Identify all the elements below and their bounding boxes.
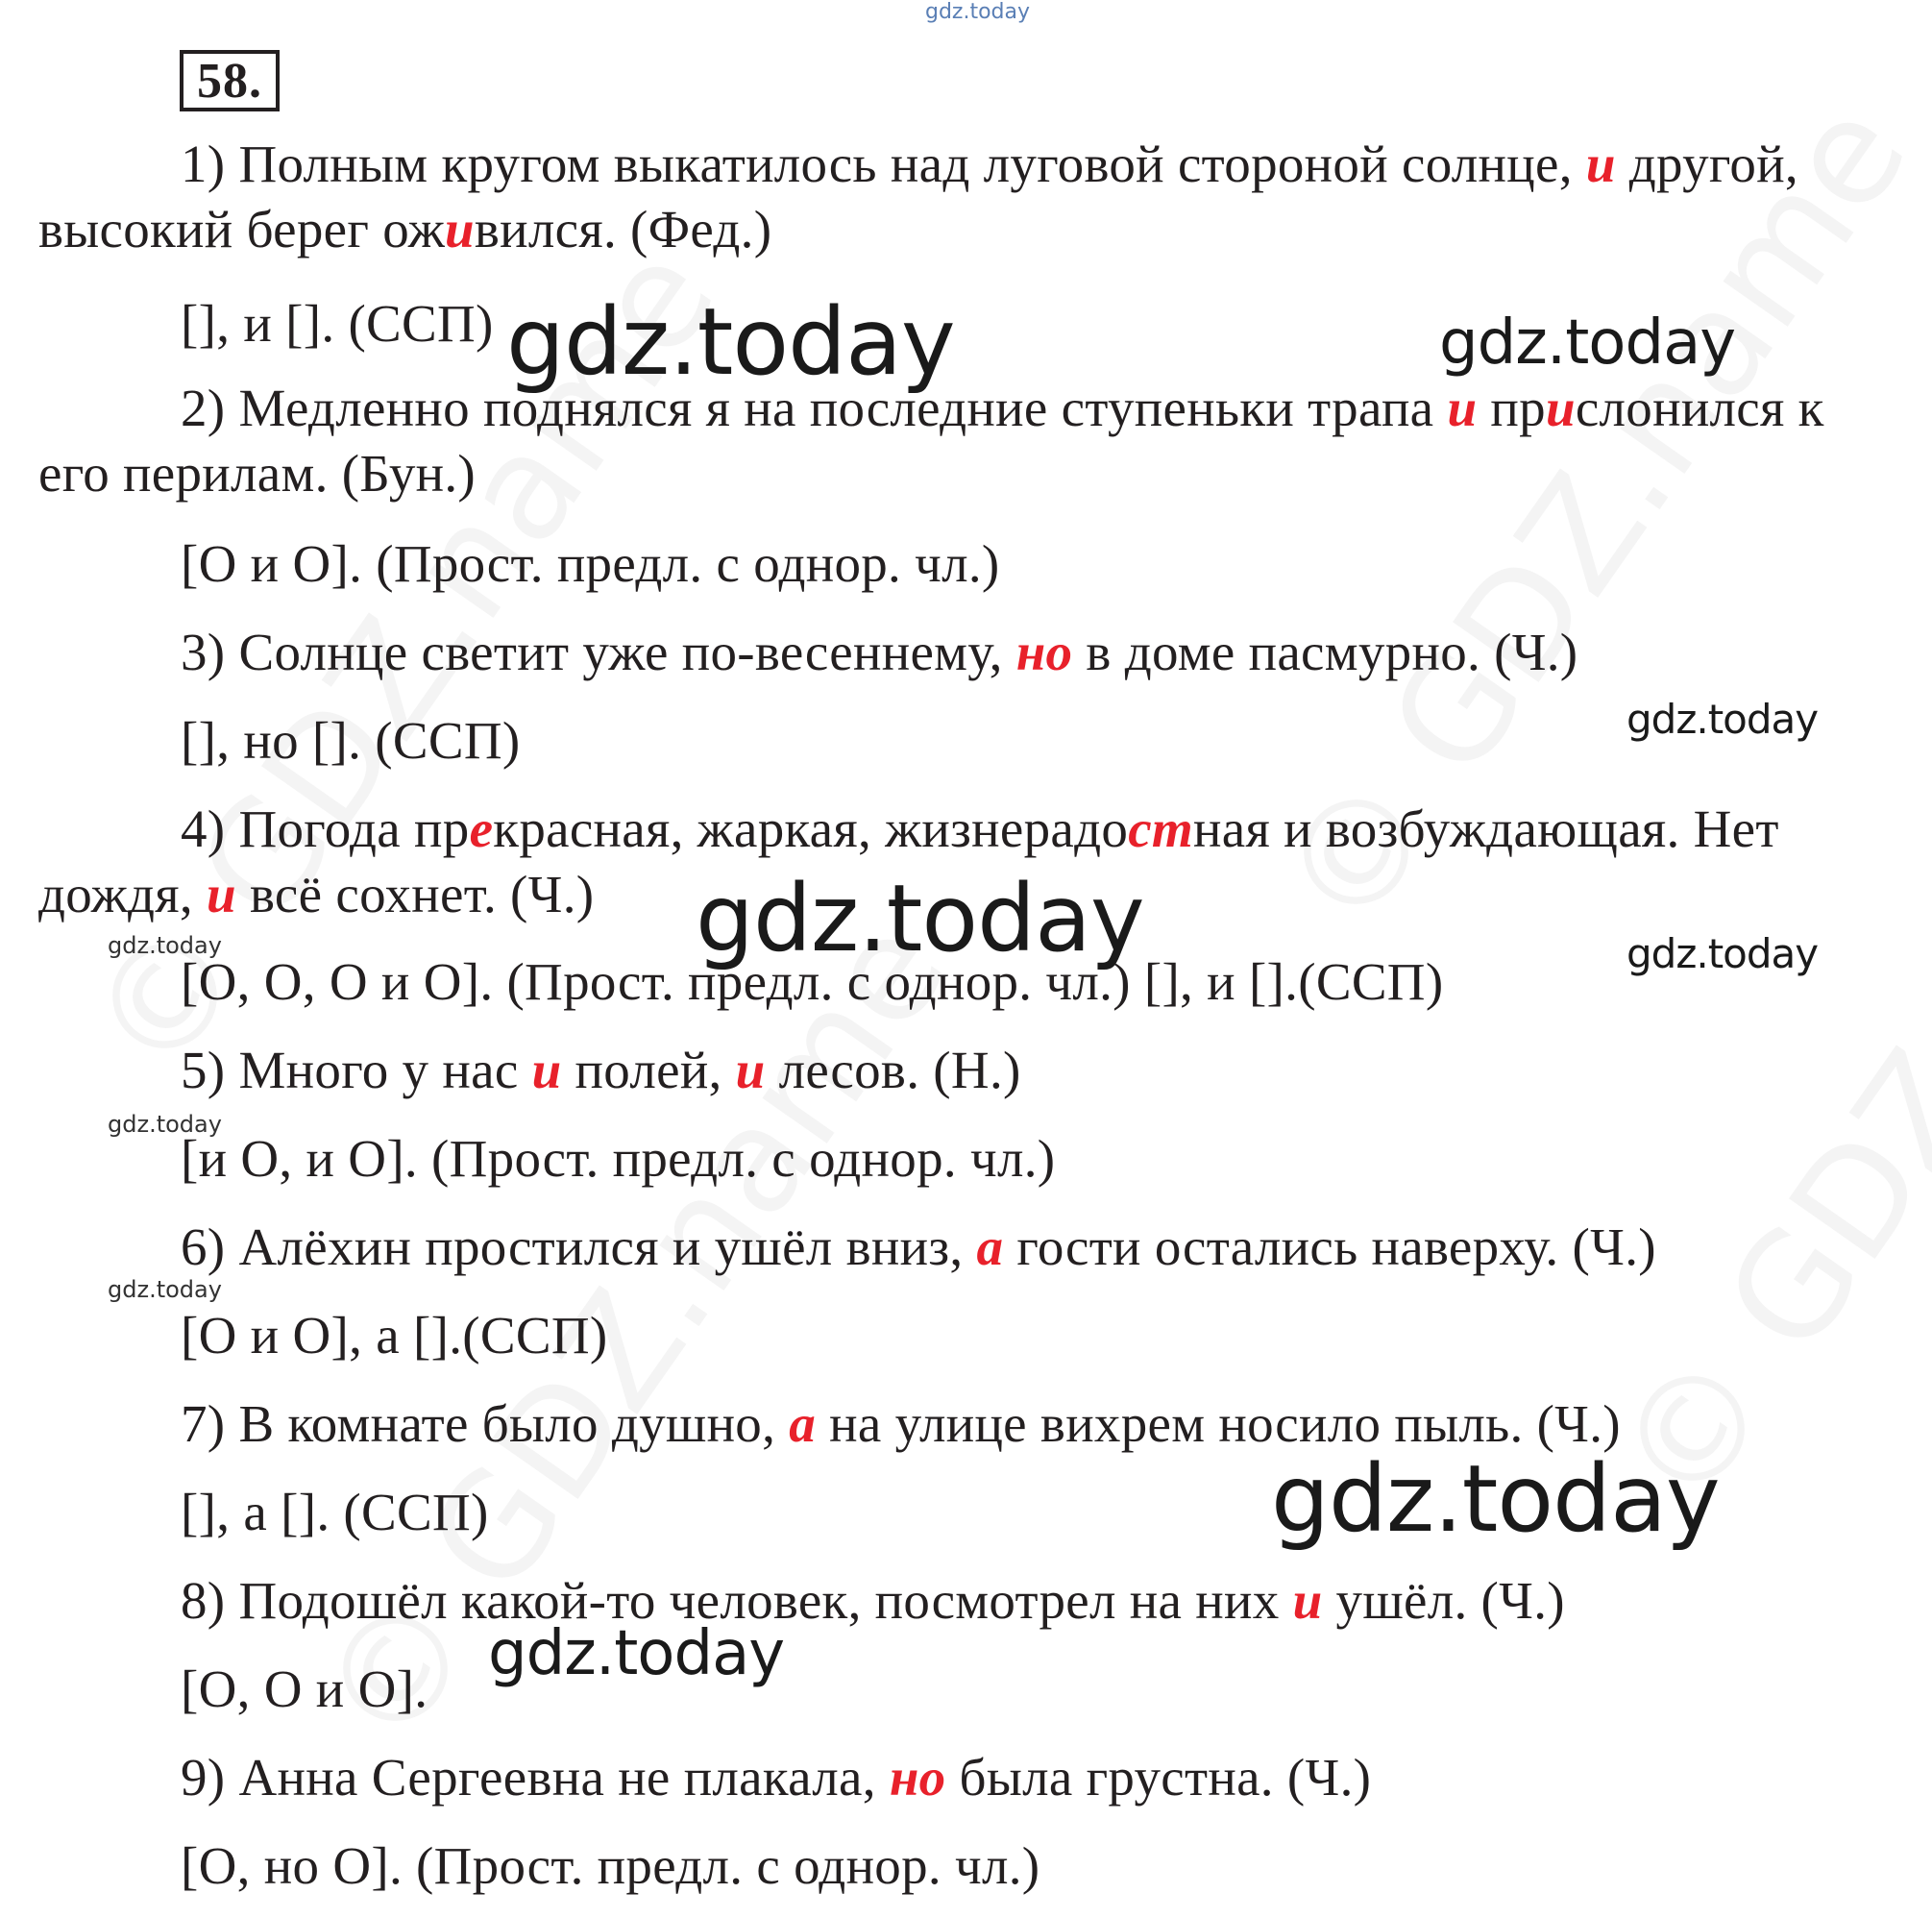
highlighted-letter: и: [1447, 379, 1478, 437]
highlighted-letter: а: [976, 1217, 1004, 1276]
highlighted-letter: ст: [1128, 799, 1193, 858]
highlighted-letter: и: [445, 200, 475, 258]
highlighted-letter: и: [531, 1041, 562, 1099]
highlighted-letter: а: [789, 1394, 817, 1453]
highlighted-letter: и: [1545, 379, 1576, 437]
text-segment: 2) Медленно поднялся я на последние ступеньки трапа: [181, 379, 1448, 437]
text-segment: [О, О и О].: [181, 1660, 428, 1718]
scheme-7: [181, 1483, 489, 1542]
top-watermark: gdz.today: [925, 0, 1031, 24]
sentence-6: [181, 1217, 1656, 1277]
text-segment: гости остались наверху. (Ч.): [1003, 1217, 1656, 1276]
text-segment: его перилам. (Бун.): [38, 444, 477, 503]
text-segment: высокий берег ож: [38, 200, 445, 258]
watermark: gdz.today: [506, 288, 955, 396]
watermark: gdz.today: [108, 932, 222, 959]
sentence-1-line-1: [181, 135, 1798, 194]
highlighted-letter: но: [1015, 623, 1073, 681]
text-segment: красная, жаркая, жизнерадо: [493, 799, 1129, 858]
text-segment: [], а []. (ССП): [181, 1483, 489, 1541]
sentence-4-line-2: [38, 865, 594, 924]
text-segment: в доме пасмурно. (Ч.): [1072, 623, 1578, 681]
watermark: gdz.today: [108, 1111, 222, 1138]
text-segment: [О и О]. (Прост. предл. с однор. чл.): [181, 534, 1000, 593]
text-segment: [О и О], а [].(ССП): [181, 1306, 608, 1365]
highlighted-letter: но: [889, 1748, 946, 1807]
text-segment: 5) Много у нас: [181, 1041, 532, 1099]
watermark: gdz.today: [696, 865, 1144, 972]
text-segment: 6) Алёхин простился и ушёл вниз,: [181, 1217, 977, 1276]
scheme-9: [181, 1836, 1039, 1896]
text-segment: всё сохнет. (Ч.): [235, 865, 595, 923]
text-segment: ушёл. (Ч.): [1322, 1571, 1565, 1630]
exercise-number: 58.: [180, 50, 280, 111]
watermark: gdz.today: [1271, 1445, 1720, 1553]
highlighted-letter: и: [735, 1041, 766, 1099]
text-segment: 9) Анна Сергеевна не плакала,: [181, 1748, 890, 1807]
sentence-8: [181, 1571, 1565, 1631]
text-segment: пр: [1477, 379, 1546, 437]
text-segment: 1) Полным кругом выкатилось над луговой стороной солнце,: [181, 135, 1586, 193]
text-segment: 4) Погода пр: [181, 799, 470, 858]
text-segment: лесов. (Н.): [765, 1041, 1021, 1099]
highlighted-letter: и: [207, 865, 236, 923]
text-segment: слонился к: [1575, 379, 1824, 437]
watermark: gdz.today: [1439, 307, 1736, 379]
text-segment: [О, но О]. (Прост. предл. с однор. чл.): [181, 1836, 1040, 1895]
text-segment: другой,: [1615, 135, 1798, 193]
text-segment: полей,: [561, 1041, 736, 1099]
text-segment: 3) Солнце светит уже по-весеннему,: [181, 623, 1016, 681]
scheme-5: [181, 1129, 1055, 1189]
sentence-2-line-2: [38, 444, 476, 504]
sentence-5: [181, 1041, 1021, 1100]
sentence-9: [181, 1748, 1371, 1807]
text-segment: [], но []. (ССП): [181, 711, 521, 770]
text-segment: [О, О, О и О]. (Прост. предл. с однор. чл.) [], и [].(ССП): [181, 952, 1444, 1011]
scheme-3: [181, 711, 520, 771]
highlighted-letter: и: [1585, 135, 1616, 193]
scheme-2: [181, 534, 1000, 594]
watermark: gdz.today: [1626, 696, 1819, 743]
highlighted-letter: и: [1292, 1571, 1323, 1630]
sentence-4-line-1: [181, 799, 1779, 859]
text-segment: [], и []. (ССП): [181, 294, 494, 353]
text-segment: [и О, и О]. (Прост. предл. с однор. чл.): [181, 1129, 1056, 1188]
sentence-1-line-2: [38, 200, 771, 259]
scheme-6: [181, 1306, 607, 1365]
text-segment: 7) В комнате было душно,: [181, 1394, 790, 1453]
watermark: gdz.today: [488, 1618, 785, 1689]
scheme-8: [181, 1660, 428, 1719]
sentence-3: [181, 623, 1577, 682]
text-segment: 8) Подошёл какой-то человек, посмотрел на них: [181, 1571, 1293, 1630]
sentence-2-line-1: [181, 379, 1824, 438]
text-segment: ная и возбуждающая. Нет: [1193, 799, 1779, 858]
text-segment: была грустна. (Ч.): [945, 1748, 1372, 1807]
watermark: gdz.today: [1626, 930, 1819, 977]
scheme-1: [181, 294, 494, 354]
background-watermark: [1585, 651, 1932, 1537]
highlighted-letter: е: [469, 799, 494, 858]
text-segment: на улице вихрем носило пыль. (Ч.): [816, 1394, 1621, 1453]
text-segment: вился. (Фед.): [474, 200, 772, 258]
text-segment: дождя,: [38, 865, 207, 923]
watermark: gdz.today: [108, 1276, 222, 1303]
